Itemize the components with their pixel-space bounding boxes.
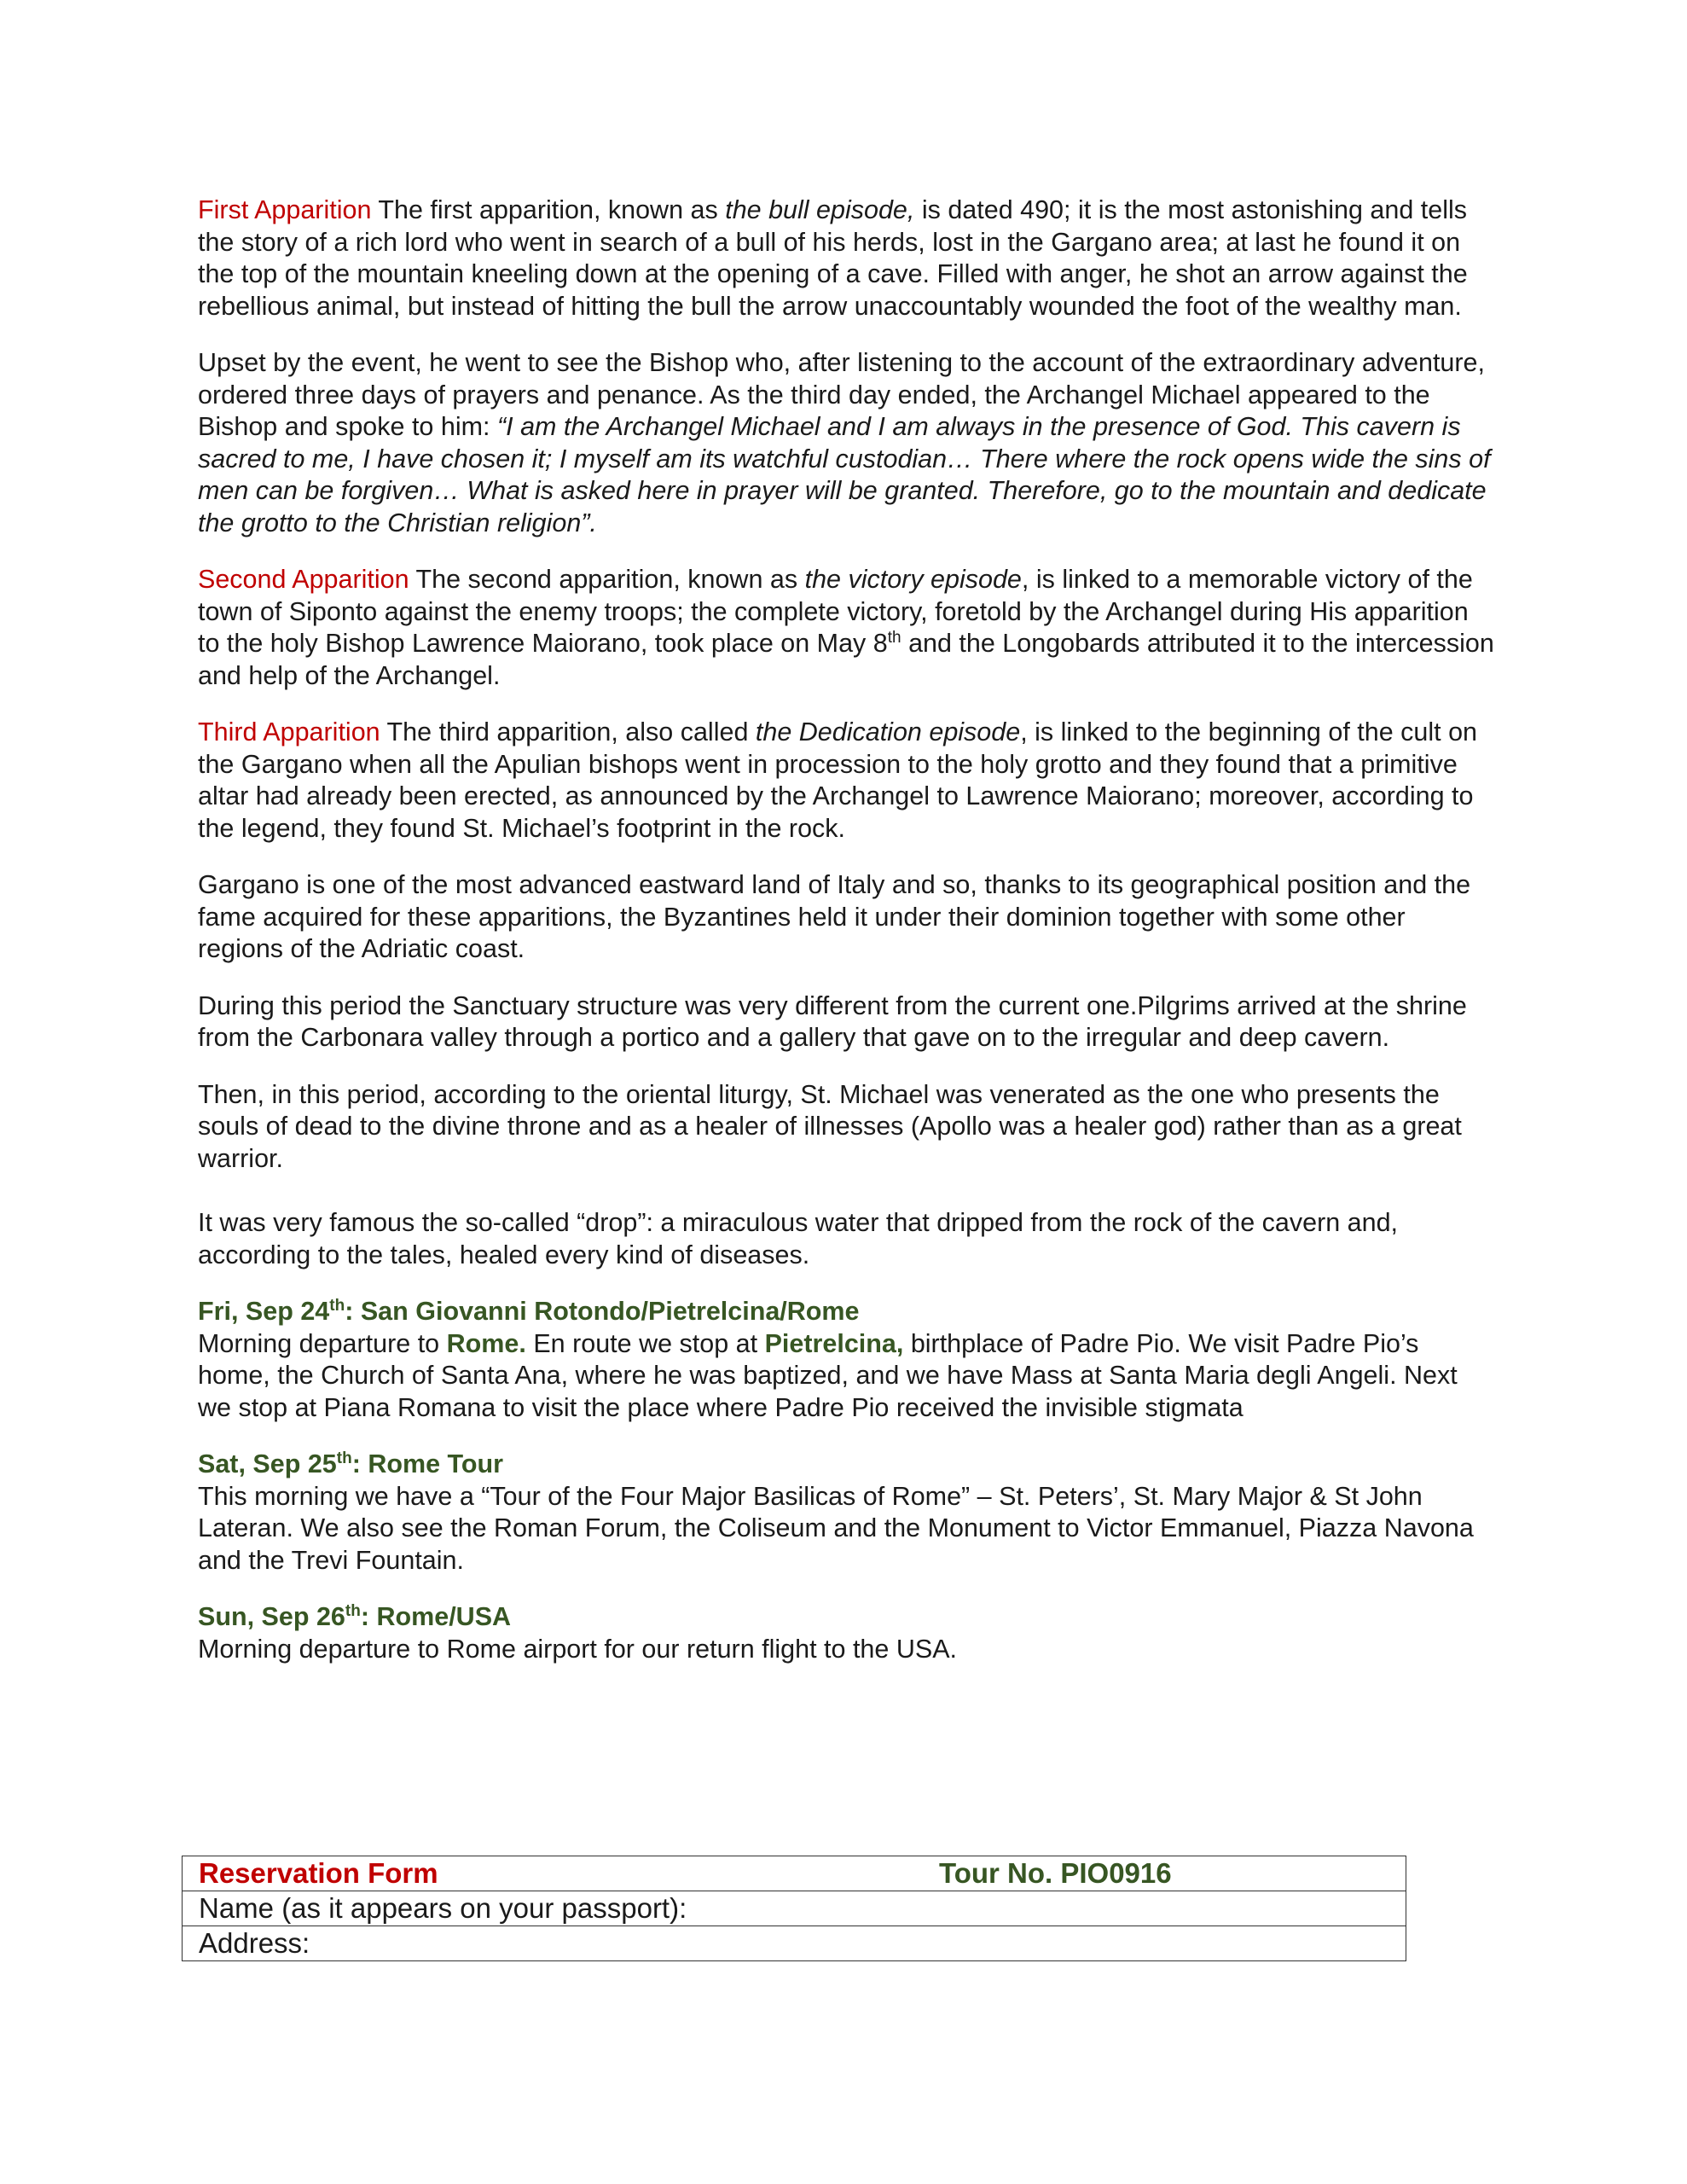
day-heading-fri — [198, 1296, 1494, 1328]
second-apparition-emphasis: the victory episode — [804, 565, 1022, 594]
third-apparition-text-2: , is linked to the beginning of the cult on the Gargano when all the Apulian bishops went in procession to the holy grotto and they found that a primitive altar had already been erected, as announced by the Archangel to Lawrence Maiorano; moreover, according to the legend, they found St. Michael’s footprint in the rock. — [198, 717, 1478, 843]
second-apparition-superscript: th — [887, 628, 901, 647]
reservation-form-address-row — [183, 1926, 1406, 1961]
second-apparition-text-1: The second apparition, known as — [409, 565, 805, 594]
bishop-paragraph — [198, 347, 1494, 539]
day-heading-sat-date: Sat, Sep 25 — [198, 1449, 337, 1478]
tour-number: Tour No. PIO0916 — [939, 1857, 1172, 1889]
gargano-paragraph: Gargano is one of the most advanced eastward land of Italy and so, thanks to its geographical position and the fame acquired for these apparitions, the Byzantines held it under their dominion together with some other regions of the Adriatic coast. — [198, 870, 1471, 963]
reservation-form-header-row — [183, 1856, 1406, 1891]
drop-paragraph: It was very famous the so-called “drop”: a miraculous water that dripped from the rock of the cavern and, according to the tales, healed every kind of diseases. — [198, 1208, 1399, 1269]
third-apparition-label: Third Apparition — [198, 717, 380, 746]
day-body-fri-text-2: En route we stop at — [525, 1328, 765, 1358]
day-heading-sun-title: : Rome/USA — [360, 1602, 512, 1631]
day-heading-sat-title: : Rome Tour — [351, 1449, 504, 1478]
third-apparition-text-1: The third apparition, also called — [380, 717, 756, 746]
sanctuary-paragraph: During this period the Sanctuary structure was very different from the current one.Pilgrims arrived at the shrine from the Carbonara valley through a portico and a gallery that gave on to the irregular and deep cavern. — [198, 990, 1467, 1052]
day-heading-fri-route: : San Giovanni Rotondo/Pietrelcina/Rome — [345, 1297, 860, 1326]
passport-name-label: Name (as it appears on your passport): — [199, 1892, 687, 1924]
paragraph-spacer — [198, 1199, 1494, 1207]
archangel-quote: “I am the Archangel Michael and I am always in the presence of God. This cavern is sacred to me, I have chosen it; I myself am its watchful custodian… There where the rock opens wide the sins of men can be forgiven… What is asked here in prayer will be granted. Therefore, go to the mountain and dedicate the grotto to the Christian religion”. — [198, 412, 1491, 537]
day-heading-sun-date: Sun, Sep 26 — [198, 1602, 345, 1631]
day-body-fri-text-1: Morning departure to — [198, 1328, 447, 1358]
reservation-form-table — [182, 1856, 1406, 1961]
first-apparition-label: First Apparition — [198, 195, 372, 224]
second-apparition-text-3: and the Longobards attributed it to the intercession and help of the Archangel. — [198, 629, 1494, 690]
day-body-fri — [198, 1328, 1494, 1425]
day-body-sat: This morning we have a “Tour of the Four Major Basilicas of Rome” – St. Peters’, St. Mary Major & St John Lateran. We also see the Roman Forum, the Coliseum and the Monument to Victor Emmanuel, Piazza Navona and the Trevi Fountain. — [198, 1481, 1474, 1575]
reservation-form-header-cell — [183, 1856, 1406, 1891]
day-body-fri-text-3: birthplace of Padre Pio. We visit Padre Pio’s home, the Church of Santa Ana, where he was baptized, and we have Mass at Santa Maria degli Angeli. Next we stop at Piana Romana to visit the place where Padre Pio received the invisible stigmata — [198, 1328, 1458, 1422]
document-page — [198, 195, 1494, 1690]
third-apparition-emphasis: the Dedication episode — [755, 717, 1021, 746]
itinerary-day-fri — [198, 1296, 1494, 1424]
day-heading-fri-superscript: th — [329, 1296, 345, 1315]
first-apparition-text-2: is dated 490; it is the most astonishing and tells the story of a rich lord who went in search of a bull of his herds, lost in the Gargano area; at last he found it on the top of the mountain kneeling down at the opening of a cave. Filled with anger, he shot an arrow against the rebellious animal, but instead of hitting the bull the arrow unaccountably wounded the foot of the wealthy man. — [198, 195, 1468, 321]
day-heading-sat — [198, 1449, 1494, 1481]
day-heading-sun-superscript: th — [345, 1601, 361, 1620]
passport-name-field[interactable] — [183, 1891, 1406, 1926]
first-apparition-text-1: The first apparition, known as — [371, 195, 726, 224]
itinerary-day-sun — [198, 1601, 1494, 1665]
reservation-form-title: Reservation Form — [199, 1857, 438, 1889]
day-heading-sun — [198, 1601, 1494, 1634]
day-heading-sat-superscript: th — [336, 1449, 352, 1467]
address-field[interactable] — [183, 1926, 1406, 1961]
address-label: Address: — [199, 1927, 310, 1959]
day-body-fri-rome: Rome. — [446, 1328, 526, 1358]
bishop-text: Upset by the event, he went to see the Bishop who, after listening to the account of the extraordinary adventure, ordered three days of prayers and penance. As the third day ended, the Archangel Michael appeared to the Bishop and spoke to him: — [198, 348, 1485, 441]
second-apparition-label: Second Apparition — [198, 565, 409, 594]
day-body-sun: Morning departure to Rome airport for our return flight to the USA. — [198, 1634, 958, 1664]
third-apparition-paragraph — [198, 717, 1494, 845]
first-apparition-paragraph — [198, 195, 1494, 322]
reservation-form-name-row — [183, 1891, 1406, 1926]
day-heading-fri-date: Fri, Sep 24 — [198, 1297, 330, 1326]
day-body-fri-pietrelcina: Pietrelcina, — [764, 1328, 904, 1358]
first-apparition-emphasis: the bull episode, — [725, 195, 915, 224]
liturgy-paragraph: Then, in this period, according to the oriental liturgy, St. Michael was venerated as the one who presents the souls of dead to the divine throne and as a healer of illnesses (Apollo was a healer god) rather than as a great warrior. — [198, 1079, 1462, 1173]
itinerary-day-sat — [198, 1449, 1494, 1577]
second-apparition-paragraph — [198, 564, 1494, 692]
second-apparition-text-2: , is linked to a memorable victory of the town of Siponto against the enemy troops; the complete victory, foretold by the Archangel during His apparition to the holy Bishop Lawrence Maiorano, took place on May 8 — [198, 565, 1473, 658]
